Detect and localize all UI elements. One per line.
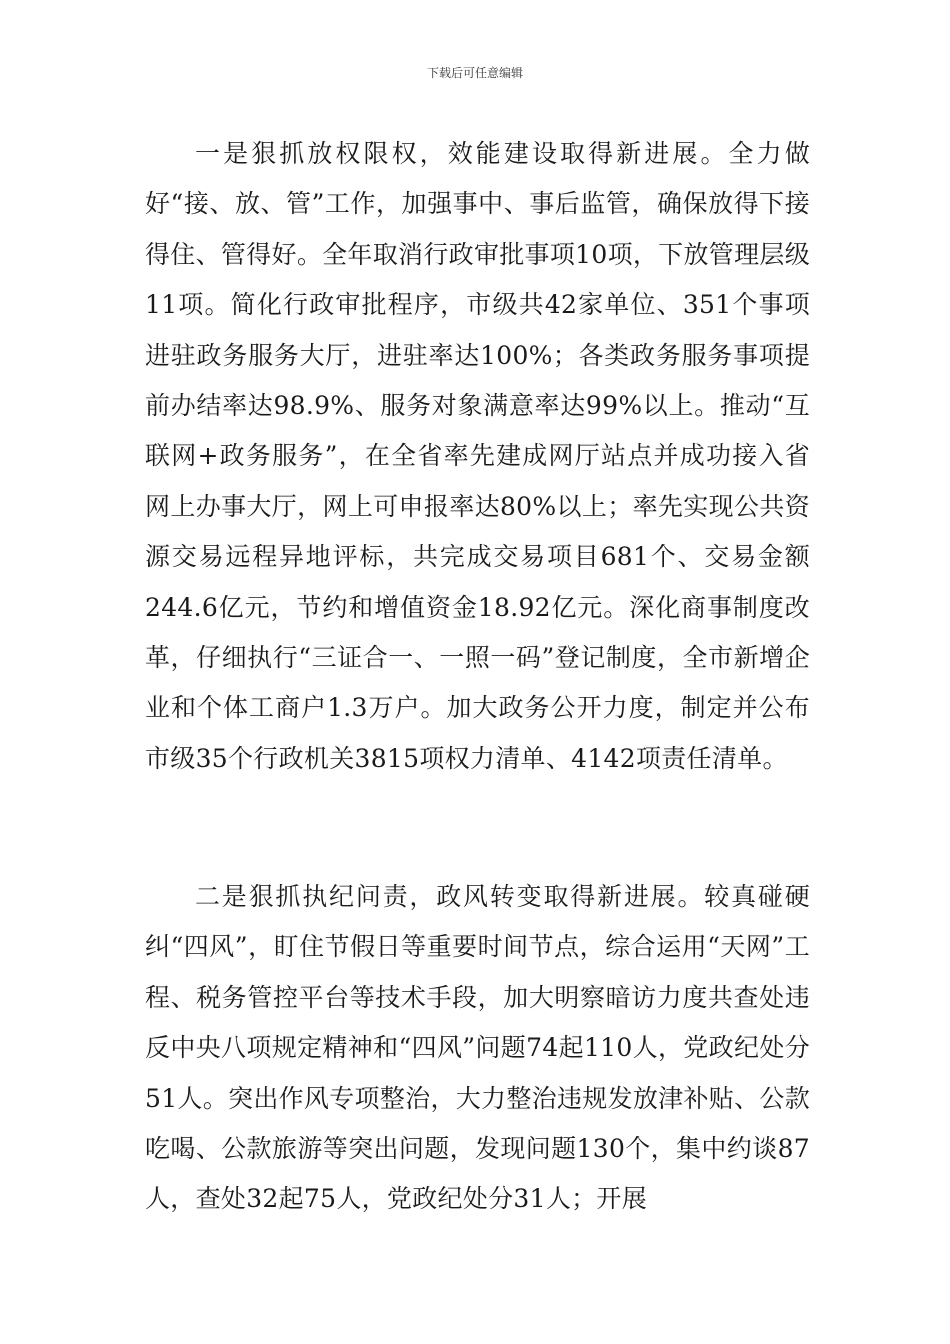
body-paragraph-1: 一是狠抓放权限权，效能建设取得新进展。全力做好“接、放、管”工作，加强事中、事后监管，确保放得下接得住、管得好。全年取消行政审批事项10项，下放管理层级11项。简化行政审批程序，市级共42家单位、351个事项进驻政务服务大厅，进驻率达100%；各类政务服务事项提前办结率达98.9%、服务对象满意率达99%以上。推动“互联网+政务服务”，在全省率先建成网厅站点并成功接入省网上办事大厅，网上可申报率达80%以上；率先实现公共资源交易远程异地评标，共完成交易项目681个、交易金额244.6亿元，节约和增值资金18.92亿元。深化商事制度改革，仔细执行“三证合一、一照一码”登记制度，全市新增企业和个体工商户1.3万户。加大政务公开力度，制定并公布市级35个行政机关3815项权力清单、4142项责任清单。: [145, 139, 810, 773]
body-paragraph-2: 二是狠抓执纪问责，政风转变取得新进展。较真碰硬纠“四风”，盯住节假日等重要时间节点，综合运用“天网”工程、税务管控平台等技术手段，加大明察暗访力度共查处违反中央八项规定精神和“四风”问题74起110人，党政纪处分51人。突出作风专项整治，大力整治违规发放津补贴、公款吃喝、公款旅游等突出问题，发现问题130个，集中约谈87人，查处32起75人，党政纪处分31人；开展: [145, 882, 810, 1214]
page-header: 下载后可任意编辑: [426, 66, 523, 80]
